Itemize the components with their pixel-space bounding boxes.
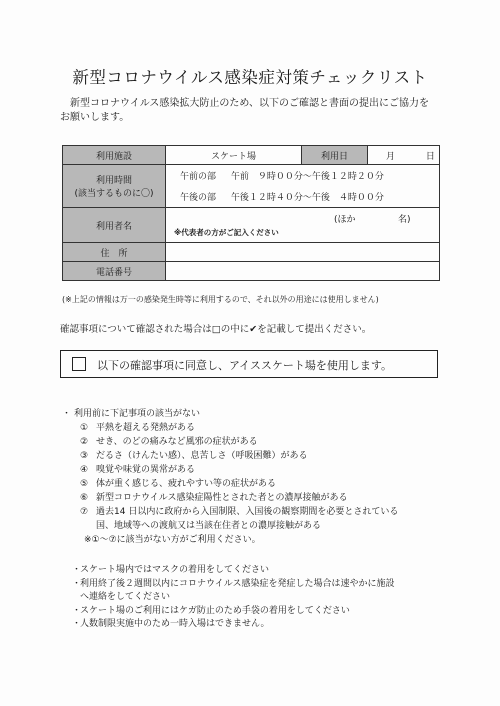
bullet-icon: ・ xyxy=(62,409,72,419)
list-item: ⑦ 過去14 日以内に政府から入国制限、入国後の観察期間を必要とされている xyxy=(80,507,399,517)
afternoon-option[interactable] xyxy=(166,186,440,208)
list-item: ② せき、のどの痛みなど風邪の症状がある xyxy=(80,437,258,447)
people-unit: 名) xyxy=(398,215,411,225)
phone-field[interactable] xyxy=(166,262,440,281)
morning-session: 午前の部 xyxy=(180,172,217,182)
privacy-note: (※上記の情報は万一の感染発生時等に利用するので、それ以外の用途には使用しません) xyxy=(62,295,379,304)
agree-checkbox[interactable] xyxy=(72,357,86,371)
list-item: ① 平熱を超える発熱がある xyxy=(80,423,196,433)
address-field[interactable] xyxy=(166,243,440,262)
list-item: ・ スケート場のご利用にはケガ防止のため手袋の着用をしてください xyxy=(72,605,350,616)
time-label xyxy=(63,165,166,208)
day-label: 日 xyxy=(425,151,435,162)
phone-label: 電話番号 xyxy=(63,262,166,281)
confirm-instruction: 確認事項について確認された場合は□の中に✔を記載して提出ください。 xyxy=(60,324,372,335)
morning-option[interactable] xyxy=(166,165,440,187)
list-item: ・ スケート場内ではマスクの着用をしてください xyxy=(72,565,270,575)
check-footnote: ※①～⑦に該当がない方がご利用ください。 xyxy=(84,535,261,545)
list-item: ⑤ 体が重く感じる、疲れやすい等の症状がある xyxy=(80,479,277,489)
list-item-continuation: へ連絡をしてください xyxy=(80,592,171,602)
morning-time: 午前 ９時００分～午後１２時２０分 xyxy=(230,172,384,182)
facility-label: 利用施設 xyxy=(63,146,166,165)
list-item: ⑥ 新型コロナウイルス感染症陽性とされた者との濃厚接触がある xyxy=(80,493,348,503)
user-name-label: 利用者名 xyxy=(63,208,166,243)
others-label: (ほか xyxy=(334,215,356,225)
list-item: ・ 利用終了後２週間以内にコロナウイルス感染症を発症した場合は速やかに施設 xyxy=(72,578,395,589)
date-label: 利用日 xyxy=(302,146,368,165)
agreement-box xyxy=(60,350,438,378)
check-lead: 利用前に下記事項の該当がない xyxy=(74,409,201,419)
representative-note: ※代表者の方がご記入ください xyxy=(174,228,279,237)
facility-value: スケート場 xyxy=(166,146,302,165)
intro-line-1: 新型コロナウイルス感染拡大防止のため、以下のご確認と書面の提出にご協力を xyxy=(70,98,429,109)
month-label: 月 xyxy=(386,151,396,162)
agree-text: 以下の確認事項に同意し、アイススケート場を使用します。 xyxy=(97,359,393,372)
page-title: 新型コロナウイルス感染症対策チェックリスト xyxy=(72,68,428,87)
list-item: ③ だるさ（けんたい感）、息苦しさ（呼吸困難）がある xyxy=(80,451,308,461)
afternoon-time: 午後１２時４０分～午後 ４時００分 xyxy=(230,193,384,203)
afternoon-session: 午後の部 xyxy=(180,193,217,203)
registration-form xyxy=(62,145,440,281)
check-items xyxy=(62,407,442,547)
list-item: ④ 嗅覚や味覚の異常がある xyxy=(80,465,196,475)
intro-text xyxy=(60,97,440,125)
address-label: 住 所 xyxy=(63,243,166,262)
list-item-continuation: 国、地域等への渡航又は当該在住者との濃厚接触がある xyxy=(96,521,322,531)
time-label-2: (該当するものに〇) xyxy=(74,189,154,199)
rules-list xyxy=(72,564,442,632)
time-label-1: 利用時間 xyxy=(95,176,132,186)
date-field[interactable] xyxy=(368,146,440,165)
list-item: ・ 人数制限実施中のため一時入場はできません。 xyxy=(72,619,270,629)
intro-line-2: お願いします。 xyxy=(60,112,130,123)
user-name-field[interactable] xyxy=(166,208,440,243)
